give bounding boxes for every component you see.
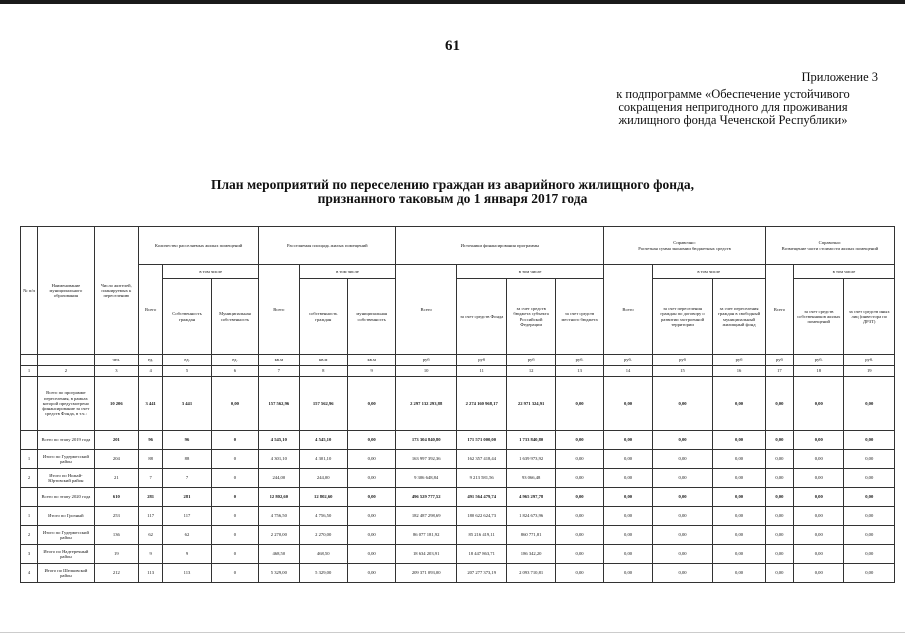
value-cell: 0,00 bbox=[555, 526, 603, 545]
value-cell: 162 357 418,44 bbox=[456, 450, 506, 469]
value-cell: 0,00 bbox=[555, 545, 603, 564]
unit-cell bbox=[38, 355, 95, 366]
value-cell: 0,00 bbox=[794, 564, 844, 583]
unit-cell: руб bbox=[713, 355, 765, 366]
table-row bbox=[21, 431, 895, 450]
unit-cell: руб bbox=[507, 355, 555, 366]
value-cell: 0,00 bbox=[713, 488, 765, 507]
unit-cell: ед. bbox=[211, 355, 258, 366]
unit-cell: ед. bbox=[139, 355, 163, 366]
header-compensation-others: за счет средств иных лиц (инвестора по ДРЗТ) bbox=[844, 279, 895, 355]
title-line: План мероприятий по переселению граждан из аварийного жилищного фонда, bbox=[210, 177, 695, 192]
value-cell: 4 545,10 bbox=[299, 431, 347, 450]
header-area-group: Расселяемая площадь жилых помещений bbox=[259, 227, 396, 265]
value-cell: 0,00 bbox=[844, 469, 895, 488]
header-finance-total: Всего bbox=[396, 265, 457, 355]
value-cell: 2 274 160 968,17 bbox=[456, 377, 506, 431]
subprogram-reference bbox=[583, 88, 883, 127]
value-cell: 204 bbox=[94, 450, 138, 469]
unit-cell: кв.м bbox=[347, 355, 395, 366]
value-cell: 0,00 bbox=[794, 526, 844, 545]
value-cell: 0,00 bbox=[844, 431, 895, 450]
value-cell: 0,00 bbox=[347, 488, 395, 507]
value-cell: 0,00 bbox=[604, 469, 652, 488]
value-cell: 0,00 bbox=[555, 431, 603, 450]
value-cell: 0,00 bbox=[713, 469, 765, 488]
row-number: 4 bbox=[21, 564, 38, 583]
value-cell: 0,00 bbox=[604, 507, 652, 526]
value-cell: 0,00 bbox=[794, 507, 844, 526]
header-savings-incl: в том числе bbox=[652, 265, 765, 279]
table-row bbox=[21, 488, 895, 507]
header-residents: Число жителей, планируемых к переселению bbox=[94, 227, 138, 355]
value-cell: 4 756,50 bbox=[299, 507, 347, 526]
row-number: 1 bbox=[21, 450, 38, 469]
column-number-cell: 2 bbox=[38, 366, 95, 377]
column-number-cell: 1 bbox=[21, 366, 38, 377]
row-number: 1 bbox=[21, 507, 38, 526]
value-cell: 85 216 419,11 bbox=[456, 526, 506, 545]
unit-cell: руб. bbox=[555, 355, 603, 366]
table-row bbox=[21, 450, 895, 469]
municipality-name: Итого по Грозный bbox=[38, 507, 95, 526]
header-compensation-incl: в том числе bbox=[794, 265, 895, 279]
value-cell: 9 bbox=[139, 545, 163, 564]
value-cell: 19 bbox=[94, 545, 138, 564]
header-area-total: Всего bbox=[259, 265, 299, 355]
table-row bbox=[21, 545, 895, 564]
header-finance-incl: в том числе bbox=[456, 265, 603, 279]
value-cell: 0,00 bbox=[347, 526, 395, 545]
value-cell: 62 bbox=[139, 526, 163, 545]
value-cell: 9 bbox=[163, 545, 211, 564]
header-savings-municipal-fund: за счет переселения граждан в свободный муниципальный жилищный фонд bbox=[713, 279, 765, 355]
value-cell: 12 802,60 bbox=[299, 488, 347, 507]
value-cell: 18 447 863,71 bbox=[456, 545, 506, 564]
value-cell: 0,00 bbox=[555, 450, 603, 469]
column-number-cell: 19 bbox=[844, 366, 895, 377]
top-border bbox=[0, 0, 905, 4]
value-cell: 0,00 bbox=[765, 377, 793, 431]
resettlement-plan-table bbox=[20, 226, 895, 583]
value-cell: 4 301,10 bbox=[259, 450, 299, 469]
unit-cell: руб bbox=[396, 355, 457, 366]
unit-cell: руб bbox=[652, 355, 713, 366]
value-cell: 0,00 bbox=[794, 450, 844, 469]
header-area-private: собственность граждан bbox=[299, 279, 347, 355]
value-cell: 10 206 bbox=[94, 377, 138, 431]
value-cell: 157 562,96 bbox=[299, 377, 347, 431]
value-cell: 96 bbox=[139, 431, 163, 450]
unit-cell: руб bbox=[765, 355, 793, 366]
value-cell: 0,00 bbox=[765, 545, 793, 564]
value-cell: 0,00 bbox=[347, 431, 395, 450]
value-cell: 88 bbox=[163, 450, 211, 469]
table-row bbox=[21, 469, 895, 488]
value-cell: 171 571 000,00 bbox=[456, 431, 506, 450]
value-cell: 5 329,00 bbox=[259, 564, 299, 583]
table-row bbox=[21, 507, 895, 526]
header-finance-region: за счет средств бюджета субъекта Российской Федерации bbox=[507, 279, 555, 355]
column-number-cell: 15 bbox=[652, 366, 713, 377]
value-cell: 0,00 bbox=[713, 526, 765, 545]
value-cell: 0,00 bbox=[844, 507, 895, 526]
value-cell: 0,00 bbox=[765, 488, 793, 507]
unit-cell: руб bbox=[456, 355, 506, 366]
value-cell: 86 077 181,92 bbox=[396, 526, 457, 545]
value-cell: 0,00 bbox=[844, 488, 895, 507]
value-cell: 0,00 bbox=[604, 450, 652, 469]
header-compensation-total: Всего bbox=[765, 265, 793, 355]
value-cell: 0,00 bbox=[555, 488, 603, 507]
header-area-incl: в том числе bbox=[299, 265, 396, 279]
value-cell: 96 bbox=[163, 431, 211, 450]
row-number bbox=[21, 488, 38, 507]
value-cell: 0,00 bbox=[794, 469, 844, 488]
value-cell: 3 441 bbox=[139, 377, 163, 431]
value-cell: 0,00 bbox=[765, 469, 793, 488]
column-number-cell: 18 bbox=[794, 366, 844, 377]
value-cell: 182 487 298,69 bbox=[396, 507, 457, 526]
value-cell: 9 306 648,84 bbox=[396, 469, 457, 488]
value-cell: 0,00 bbox=[713, 545, 765, 564]
value-cell: 117 bbox=[163, 507, 211, 526]
value-cell: 496 529 777,52 bbox=[396, 488, 457, 507]
column-number-cell: 6 bbox=[211, 366, 258, 377]
row-number: 2 bbox=[21, 526, 38, 545]
value-cell: 7 bbox=[163, 469, 211, 488]
table-row bbox=[21, 526, 895, 545]
header-count-private: Собственность граждан bbox=[163, 279, 211, 355]
municipality-name: Всего по этапу 2019 года bbox=[38, 431, 95, 450]
value-cell: 253 bbox=[94, 507, 138, 526]
value-cell: 0,00 bbox=[652, 469, 713, 488]
column-number-cell: 9 bbox=[347, 366, 395, 377]
value-cell: 0 bbox=[211, 545, 258, 564]
column-number-cell: 14 bbox=[604, 366, 652, 377]
column-number-cell: 7 bbox=[259, 366, 299, 377]
value-cell: 209 371 093,00 bbox=[396, 564, 457, 583]
municipality-name: Итого по Шелковской район bbox=[38, 564, 95, 583]
value-cell: 0,00 bbox=[652, 507, 713, 526]
value-cell: 0,00 bbox=[347, 545, 395, 564]
unit-cell: руб. bbox=[604, 355, 652, 366]
value-cell: 212 bbox=[94, 564, 138, 583]
value-cell: 157 562,96 bbox=[259, 377, 299, 431]
value-cell: 0,00 bbox=[604, 545, 652, 564]
value-cell: 88 bbox=[139, 450, 163, 469]
value-cell: 113 bbox=[163, 564, 211, 583]
value-cell: 180 622 624,73 bbox=[456, 507, 506, 526]
value-cell: 860 771,81 bbox=[507, 526, 555, 545]
value-cell: 0,00 bbox=[604, 526, 652, 545]
value-cell: 0,00 bbox=[765, 450, 793, 469]
value-cell: 0,00 bbox=[765, 564, 793, 583]
value-cell: 93 066,48 bbox=[507, 469, 555, 488]
value-cell: 0,00 bbox=[652, 450, 713, 469]
value-cell: 18 634 203,91 bbox=[396, 545, 457, 564]
header-savings-total: Всего bbox=[604, 265, 652, 355]
value-cell: 491 564 479,74 bbox=[456, 488, 506, 507]
municipality-name: Итого по Гудермесский район bbox=[38, 526, 95, 545]
header-number: № п/п bbox=[21, 227, 38, 355]
value-cell: 0,00 bbox=[555, 469, 603, 488]
value-cell: 0 bbox=[211, 507, 258, 526]
value-cell: 163 997 392,36 bbox=[396, 450, 457, 469]
document-title bbox=[0, 178, 905, 206]
header-count-group: Количество расселяемых жилых помещений bbox=[139, 227, 259, 265]
value-cell: 0,00 bbox=[713, 377, 765, 431]
value-cell: 0,00 bbox=[604, 564, 652, 583]
column-number-cell: 10 bbox=[396, 366, 457, 377]
value-cell: 0,00 bbox=[211, 377, 258, 431]
value-cell: 1 733 840,80 bbox=[507, 431, 555, 450]
row-number: 3 bbox=[21, 545, 38, 564]
value-cell: 0,00 bbox=[765, 431, 793, 450]
value-cell: 0,00 bbox=[844, 545, 895, 564]
value-cell: 2 297 132 293,88 bbox=[396, 377, 457, 431]
value-cell: 113 bbox=[139, 564, 163, 583]
value-cell: 0,00 bbox=[347, 507, 395, 526]
value-cell: 0,00 bbox=[713, 564, 765, 583]
value-cell: 281 bbox=[163, 488, 211, 507]
title-line: признанного таковым до 1 января 2017 года bbox=[317, 191, 588, 206]
value-cell: 4 965 297,78 bbox=[507, 488, 555, 507]
value-cell: 0,00 bbox=[652, 377, 713, 431]
unit-cell: кв.м bbox=[299, 355, 347, 366]
value-cell: 0,00 bbox=[347, 564, 395, 583]
value-cell: 22 971 324,91 bbox=[507, 377, 555, 431]
value-cell: 0,00 bbox=[347, 469, 395, 488]
value-cell: 0,00 bbox=[765, 507, 793, 526]
value-cell: 0 bbox=[211, 431, 258, 450]
value-cell: 12 802,60 bbox=[259, 488, 299, 507]
column-number-cell: 5 bbox=[163, 366, 211, 377]
header-municipality: Наименование муниципального образования bbox=[38, 227, 95, 355]
value-cell: 0,00 bbox=[652, 545, 713, 564]
header-area-municipal: муниципальная собственность bbox=[347, 279, 395, 355]
value-cell: 0,00 bbox=[765, 526, 793, 545]
value-cell: 136 bbox=[94, 526, 138, 545]
value-cell: 0,00 bbox=[713, 507, 765, 526]
subprogram-line: к подпрограмме «Обеспечение устойчивого bbox=[616, 87, 850, 101]
unit-cell: руб. bbox=[844, 355, 895, 366]
value-cell: 0,00 bbox=[347, 450, 395, 469]
value-cell: 0 bbox=[211, 488, 258, 507]
page-number: 61 bbox=[445, 38, 460, 54]
municipality-name: Итого по Гудермесский район bbox=[38, 450, 95, 469]
municipality-name: Всего по этапу 2020 года bbox=[38, 488, 95, 507]
column-number-cell: 3 bbox=[94, 366, 138, 377]
value-cell: 0,00 bbox=[794, 431, 844, 450]
value-cell: 0,00 bbox=[652, 564, 713, 583]
value-cell: 0,00 bbox=[844, 377, 895, 431]
value-cell: 0 bbox=[211, 450, 258, 469]
column-number-cell: 8 bbox=[299, 366, 347, 377]
value-cell: 0,00 bbox=[555, 564, 603, 583]
value-cell: 2 270,00 bbox=[259, 526, 299, 545]
header-compensation-owners: за счет средств собственников жилых помещений bbox=[794, 279, 844, 355]
value-cell: 0,00 bbox=[604, 431, 652, 450]
header-savings-development: за счет переселения граждан по договору о развитии застроенной территории bbox=[652, 279, 713, 355]
subprogram-line: жилищного фонда Чеченской Республики» bbox=[618, 113, 848, 127]
value-cell: 4 301,10 bbox=[299, 450, 347, 469]
value-cell: 186 342,20 bbox=[507, 545, 555, 564]
value-cell: 21 bbox=[94, 469, 138, 488]
header-count-total: Всего bbox=[139, 265, 163, 355]
column-number-cell: 13 bbox=[555, 366, 603, 377]
unit-cell: чел. bbox=[94, 355, 138, 366]
municipality-name: Всего по программе переселения, в рамках которой предусмотрено финансирование за счет средств Фонда, в т.ч.: bbox=[38, 377, 95, 431]
value-cell: 0,00 bbox=[713, 431, 765, 450]
value-cell: 117 bbox=[139, 507, 163, 526]
column-number-cell: 17 bbox=[765, 366, 793, 377]
value-cell: 2 270,00 bbox=[299, 526, 347, 545]
value-cell: 5 329,00 bbox=[299, 564, 347, 583]
value-cell: 468,50 bbox=[299, 545, 347, 564]
value-cell: 0,00 bbox=[604, 377, 652, 431]
column-number-cell: 12 bbox=[507, 366, 555, 377]
appendix-label: Приложение 3 bbox=[801, 70, 878, 84]
bottom-edge bbox=[0, 632, 905, 633]
value-cell: 0,00 bbox=[844, 564, 895, 583]
value-cell: 7 bbox=[139, 469, 163, 488]
row-number bbox=[21, 431, 38, 450]
value-cell: 207 277 373,19 bbox=[456, 564, 506, 583]
header-finance-local: за счет средств местного бюджета bbox=[555, 279, 603, 355]
value-cell: 244,00 bbox=[259, 469, 299, 488]
value-cell: 0,00 bbox=[844, 526, 895, 545]
value-cell: 0,00 bbox=[347, 377, 395, 431]
value-cell: 0 bbox=[211, 564, 258, 583]
municipality-name: Итого по Ножай-Юртовский район bbox=[38, 469, 95, 488]
value-cell: 9 213 581,56 bbox=[456, 469, 506, 488]
value-cell: 3 441 bbox=[163, 377, 211, 431]
municipality-name: Итого по Надтеречный район bbox=[38, 545, 95, 564]
value-cell: 468,50 bbox=[259, 545, 299, 564]
unit-cell: кв.м bbox=[259, 355, 299, 366]
unit-cell: ед. bbox=[163, 355, 211, 366]
value-cell: 0,00 bbox=[604, 488, 652, 507]
header-finance-group: Источники финансирования программы bbox=[396, 227, 604, 265]
header-savings-group: Справочно: Расчетная сумма экономии бюджетных средств bbox=[604, 227, 765, 265]
value-cell: 173 304 840,80 bbox=[396, 431, 457, 450]
value-cell: 0,00 bbox=[713, 450, 765, 469]
value-cell: 1 639 973,92 bbox=[507, 450, 555, 469]
value-cell: 0,00 bbox=[652, 488, 713, 507]
value-cell: 0,00 bbox=[555, 507, 603, 526]
units-row bbox=[21, 355, 895, 366]
value-cell: 4 545,10 bbox=[259, 431, 299, 450]
row-number: 2 bbox=[21, 469, 38, 488]
subprogram-line: сокращения непригодного для проживания bbox=[618, 100, 848, 114]
column-number-cell: 11 bbox=[456, 366, 506, 377]
value-cell: 1 824 673,96 bbox=[507, 507, 555, 526]
value-cell: 62 bbox=[163, 526, 211, 545]
table-row bbox=[21, 564, 895, 583]
value-cell: 0,00 bbox=[555, 377, 603, 431]
value-cell: 0,00 bbox=[794, 488, 844, 507]
value-cell: 2 093 710,81 bbox=[507, 564, 555, 583]
value-cell: 0,00 bbox=[794, 545, 844, 564]
value-cell: 0,00 bbox=[794, 377, 844, 431]
header-finance-fund: за счет средств Фонда bbox=[456, 279, 506, 355]
unit-cell bbox=[21, 355, 38, 366]
header-count-municipal: Муниципальная собственность bbox=[211, 279, 258, 355]
row-number bbox=[21, 377, 38, 431]
value-cell: 610 bbox=[94, 488, 138, 507]
value-cell: 281 bbox=[139, 488, 163, 507]
value-cell: 0 bbox=[211, 526, 258, 545]
table-row bbox=[21, 377, 895, 431]
value-cell: 4 756,50 bbox=[259, 507, 299, 526]
value-cell: 0,00 bbox=[844, 450, 895, 469]
value-cell: 0,00 bbox=[652, 431, 713, 450]
header-count-incl: в том числе bbox=[163, 265, 259, 279]
value-cell: 201 bbox=[94, 431, 138, 450]
column-numbers-row bbox=[21, 366, 895, 377]
unit-cell: руб. bbox=[794, 355, 844, 366]
header-compensation-group: Справочно: Возмещение части стоимости жилых помещений bbox=[765, 227, 894, 265]
value-cell: 0 bbox=[211, 469, 258, 488]
column-number-cell: 4 bbox=[139, 366, 163, 377]
value-cell: 0,00 bbox=[652, 526, 713, 545]
value-cell: 244,00 bbox=[299, 469, 347, 488]
column-number-cell: 16 bbox=[713, 366, 765, 377]
